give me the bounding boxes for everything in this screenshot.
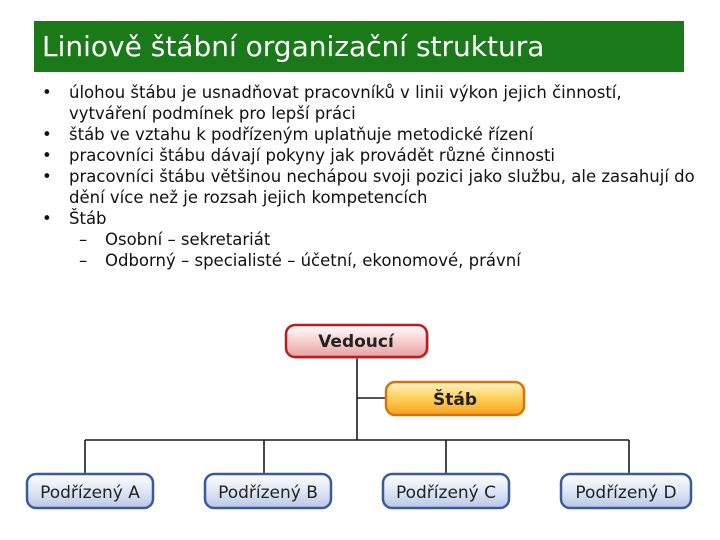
manager-label: Vedoucí — [318, 332, 394, 352]
bullet-text: pracovníci štábu většinou nechápou svoji pozici jako službu, ale zasahují do dění více než je rozsah jejich kompetencích — [69, 167, 695, 207]
dash: – — [79, 230, 88, 249]
bullet-dot: • — [42, 209, 52, 228]
bullet-text: štáb ve vztahu k podřízeným uplatňuje metodické řízení — [69, 125, 534, 144]
subordinate-box-d — [561, 474, 691, 508]
subordinate-label: Podřízený B — [218, 483, 318, 503]
slide-title: Liniově štábní organizační struktura — [42, 30, 545, 63]
bullet-text: úlohou štábu je usnadňovat pracovníků v linii výkon jejich činností, vytváření podmínek pro lepší práci — [69, 83, 622, 123]
connectors — [85, 357, 629, 474]
subordinate-box-a — [27, 474, 153, 508]
dash: – — [79, 251, 88, 270]
sub-bullet-text: Odborný – specialisté – účetní, ekonomové, právní — [105, 251, 521, 270]
bullet-dot: • — [42, 125, 52, 144]
staff-label: Štáb — [432, 390, 478, 410]
subordinate-box-b — [205, 474, 331, 508]
bullet-dot: • — [42, 146, 52, 165]
staff-box — [386, 382, 524, 415]
subordinate-label: Podřízený C — [395, 483, 497, 503]
sub-bullet-text: Osobní – sekretariát — [105, 230, 271, 249]
bullet-text: Štáb — [69, 209, 107, 228]
manager-box — [286, 325, 429, 359]
bullet-dot: • — [42, 83, 52, 102]
bullet-dot: • — [42, 167, 52, 186]
subordinate-label: Podřízený A — [40, 483, 140, 503]
subordinate-label: Podřízený D — [575, 483, 677, 503]
subordinate-box-c — [383, 474, 509, 508]
bullet-text: pracovníci štábu dávají pokyny jak provádět různé činnosti — [69, 146, 556, 165]
